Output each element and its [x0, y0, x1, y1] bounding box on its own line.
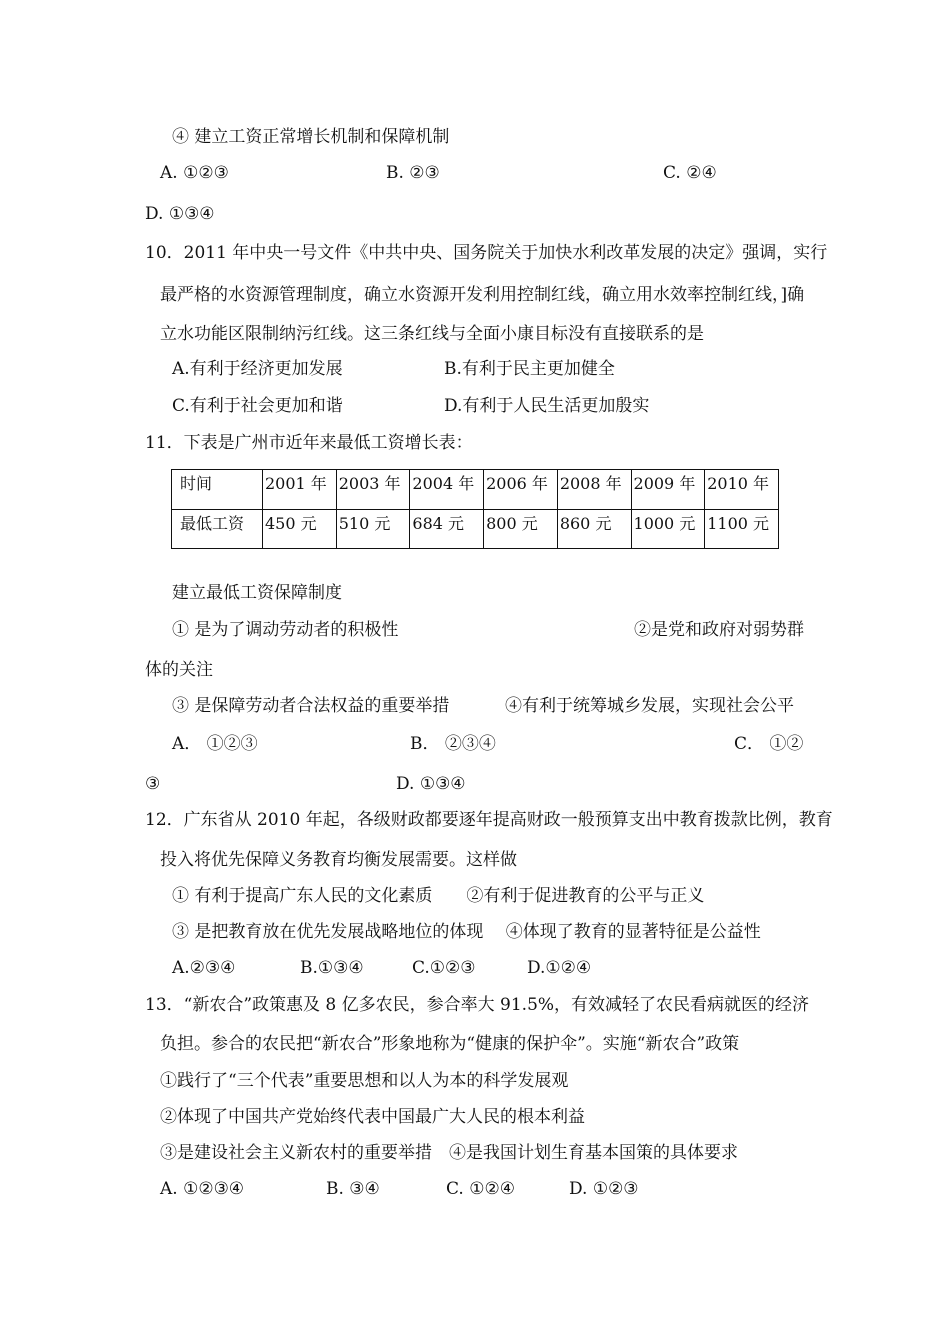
- table-cell: 860 元: [557, 509, 631, 549]
- q12-stem-line-2: 投入将优先保障义务教育均衡发展需要。这样做: [160, 850, 517, 870]
- table-cell: 450 元: [263, 509, 337, 549]
- q11-option-4: ④有利于统筹城乡发展，实现社会公平: [505, 696, 794, 716]
- q10-answer-d: D.有利于人民生活更加殷实: [444, 396, 650, 416]
- table-cell: 2009 年: [631, 470, 705, 510]
- q9-answer-d: D. ①③④: [145, 204, 215, 224]
- q13-answer-c: C. ①②④: [446, 1179, 515, 1199]
- q11-answer-a: A． ①②③: [172, 734, 258, 754]
- table-cell: 2010 年: [705, 470, 779, 510]
- q13-stem-line-2: 负担。参合的农民把“新农合”形象地称为“健康的保护伞”。实施“新农合”政策: [160, 1034, 740, 1054]
- q11-option-1: ① 是为了调动劳动者的积极性: [172, 620, 399, 640]
- q12-answer-a: A.②③④: [172, 958, 236, 978]
- q12-answer-d: D.①②④: [527, 958, 592, 978]
- q12-options-1-2: ① 有利于提高广东人民的文化素质 ②有利于促进教育的公平与正义: [172, 886, 705, 906]
- q11-stem: 11．下表是广州市近年来最低工资增长表：: [145, 433, 473, 453]
- q13-option-2: ②体现了中国共产党始终代表中国最广大人民的根本利益: [160, 1107, 585, 1127]
- table-header-row: [172, 470, 779, 510]
- table-cell: 800 元: [484, 509, 558, 549]
- q11-option-2-continued: 体的关注: [145, 660, 213, 680]
- table-cell: 最低工资: [172, 509, 263, 549]
- q9-option-4: ④ 建立工资正常增长机制和保障机制: [172, 127, 450, 147]
- q11-statement: 建立最低工资保障制度: [172, 583, 342, 603]
- q9-answer-b: B. ②③: [386, 163, 440, 183]
- q9-answer-c: C. ②④: [663, 163, 717, 183]
- table-cell: 2008 年: [557, 470, 631, 510]
- q10-answer-b: B.有利于民主更加健全: [444, 359, 615, 379]
- q13-answer-d: D. ①②③: [569, 1179, 639, 1199]
- table-row: [172, 509, 779, 549]
- q10-answer-c: C.有利于社会更加和谐: [172, 396, 343, 416]
- q12-stem-line-1: 12．广东省从 2010 年起，各级财政都要逐年提高财政一般预算支出中教育拨款比例，教育: [145, 810, 833, 830]
- table-cell: 1000 元: [631, 509, 705, 549]
- table-cell: 510 元: [336, 509, 410, 549]
- q12-answer-b: B.①③④: [300, 958, 364, 978]
- table-cell: 2006 年: [484, 470, 558, 510]
- q13-answer-b: B. ③④: [326, 1179, 380, 1199]
- q11-answer-c: C． ①②: [734, 734, 804, 754]
- q11-option-3: ③ 是保障劳动者合法权益的重要举措: [172, 696, 450, 716]
- table-cell: 2003 年: [336, 470, 410, 510]
- q10-stem-line-1: 10．2011 年中央一号文件《中共中央、国务院关于加快水利改革发展的决定》强调，实行: [145, 243, 828, 263]
- q10-answer-a: A.有利于经济更加发展: [172, 359, 343, 379]
- q10-stem-line-3: 立水功能区限制纳污红线。这三条红线与全面小康目标没有直接联系的是: [160, 324, 704, 344]
- q13-option-1: ①践行了“三个代表”重要思想和以人为本的科学发展观: [160, 1071, 569, 1091]
- q11-answer-b: B． ②③④: [410, 734, 496, 754]
- q11-answer-c-continued: ③: [145, 774, 161, 794]
- q11-option-2: ②是党和政府对弱势群: [634, 620, 804, 640]
- q13-answer-a: A. ①②③④: [160, 1179, 245, 1199]
- q11-answer-d: D. ①③④: [396, 774, 466, 794]
- table-cell: 2001 年: [263, 470, 337, 510]
- q10-stem-line-2: 最严格的水资源管理制度，确立水资源开发利用控制红线，确立用水效率控制红线，]确: [160, 285, 805, 305]
- minimum-wage-table: [171, 469, 779, 549]
- q9-answer-a: A. ①②③: [160, 163, 229, 183]
- table-cell: 时间: [172, 470, 263, 510]
- q13-options-3-4: ③是建设社会主义新农村的重要举措 ④是我国计划生育基本国策的具体要求: [160, 1143, 738, 1163]
- q13-stem-line-1: 13．“新农合”政策惠及 8 亿多农民，参合率大 91.5%，有效减轻了农民看病就医的经济: [145, 995, 810, 1015]
- table-cell: 2004 年: [410, 470, 484, 510]
- q12-options-3-4: ③ 是把教育放在优先发展战略地位的体现 ④体现了教育的显著特征是公益性: [172, 922, 761, 942]
- table-cell: 1100 元: [705, 509, 779, 549]
- q12-answer-c: C.①②③: [412, 958, 476, 978]
- table-cell: 684 元: [410, 509, 484, 549]
